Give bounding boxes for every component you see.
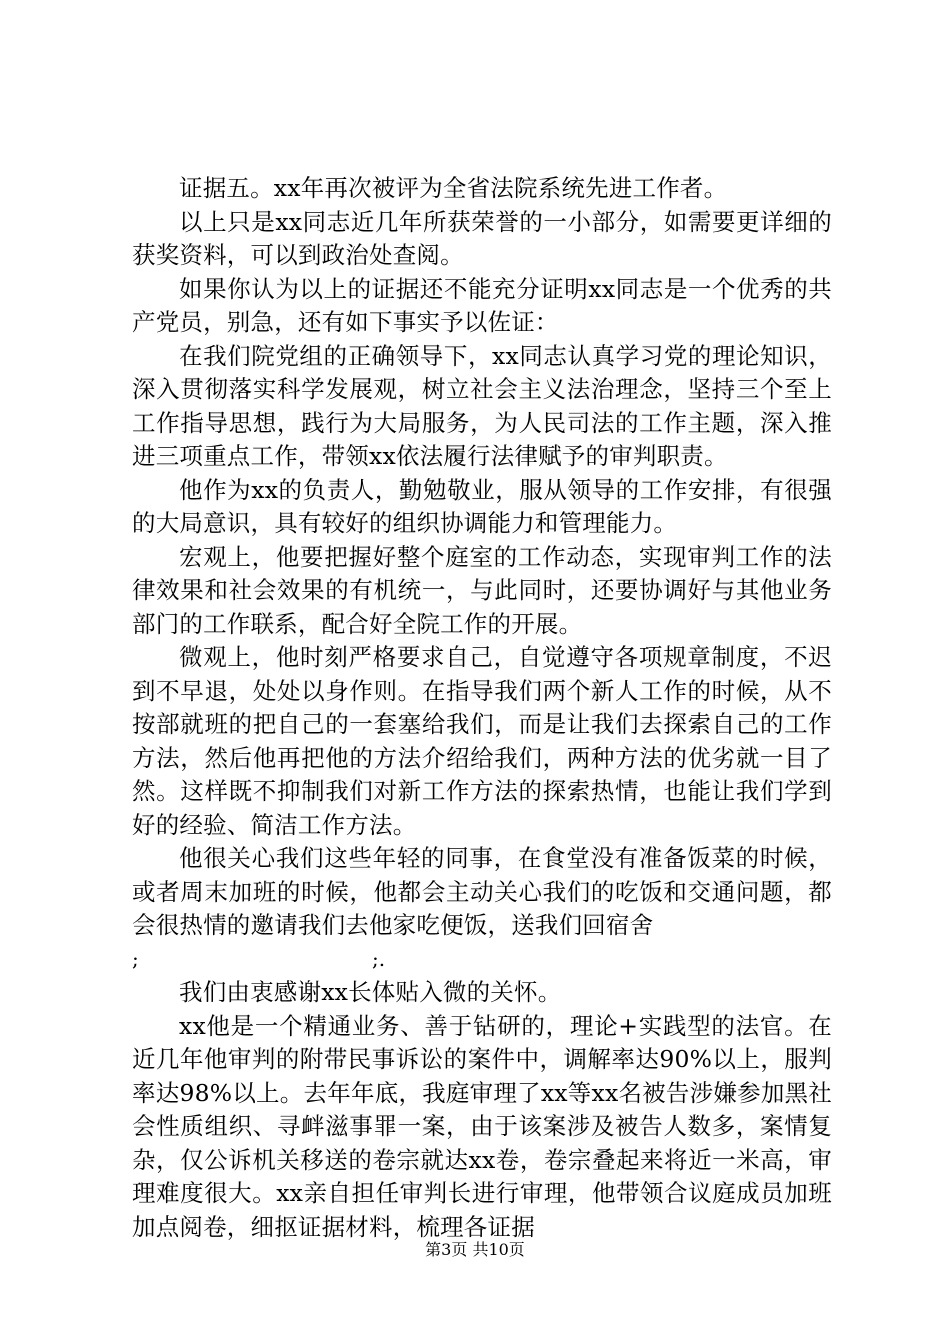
paragraph-party-leadership: 在我们院党组的正确领导下，xx同志认真学习党的理论知识，深入贯彻落实科学发展观，树立社会主义法治理念，坚持三个至上工作指导思想，践行为大局服务，为人民司法的工作主题，深入推进三项重点工作，带领xx依法履行法律赋予的审判职责。 [132,341,832,470]
paragraph-expert-judge: xx他是一个精通业务、善于钻研的，理论+实践型的法官。在近几年他审判的附带民事诉讼的案件中，调解率达90%以上，服判率达98%以上。去年年底，我庭审理了xx等xx名被告涉嫌参加黑社会性质组织、寻衅滋事罪一案，由于该案涉及被告人数多，案情复杂，仅公诉机关移送的卷宗就达xx卷，卷宗叠起来将近一米高，审理难度很大。xx亲自担任审判长进行审理，他带领合议庭成员加班加点阅卷，细抠证据材料，梳理各证据 [132,1011,832,1241]
paragraph-honors-summary: 以上只是xx同志近几年所获荣誉的一小部分，如需要更详细的获奖资料，可以到政治处查阅。 [132,207,832,269]
page-footer: 第3页 共10页 [425,1240,525,1259]
paragraph-evidence-five: 证据五。xx年再次被评为全省法院系统先进工作者。 [179,174,728,202]
paragraph-further-facts: 如果你认为以上的证据还不能充分证明xx同志是一个优秀的共产党员，别急，还有如下事实予以佐证： [132,274,832,336]
paragraph-care-for-colleagues: 他很关心我们这些年轻的同事，在食堂没有准备饭菜的时候，或者周末加班的时候，他都会主动关心我们的吃饭和交通问题，都会很热情的邀请我们去他家吃便饭，送我们回宿舍 [132,844,832,939]
paragraph-micro-view: 微观上，他时刻严格要求自己，自觉遵守各项规章制度，不迟到不早退，处处以身作则。在指导我们两个新人工作的时候，从不按部就班的把自己的一套塞给我们，而是让我们去探索自己的工作方法，然后他再把他的方法介绍给我们，两种方法的优劣就一目了然。这样既不抑制我们对新工作方法的探索热情，也能让我们学到好的经验、简洁工作方法。 [132,643,832,839]
semicolon-line [132,943,832,977]
semicolon-left: ; [132,946,139,971]
paragraph-gratitude: 我们由衷感谢xx长体贴入微的关怀。 [179,978,562,1006]
document-body [132,172,832,1244]
paragraph-macro-view: 宏观上，他要把握好整个庭室的工作动态，实现审判工作的法律效果和社会效果的有机统一，与此同时，还要协调好与其他业务部门的工作联系，配合好全院工作的开展。 [132,542,832,638]
paragraph-responsibility: 他作为xx的负责人，勤勉敬业，服从领导的工作安排，有很强的大局意识，具有较好的组织协调能力和管理能力。 [132,475,832,537]
semicolon-right: ;. [372,946,386,971]
